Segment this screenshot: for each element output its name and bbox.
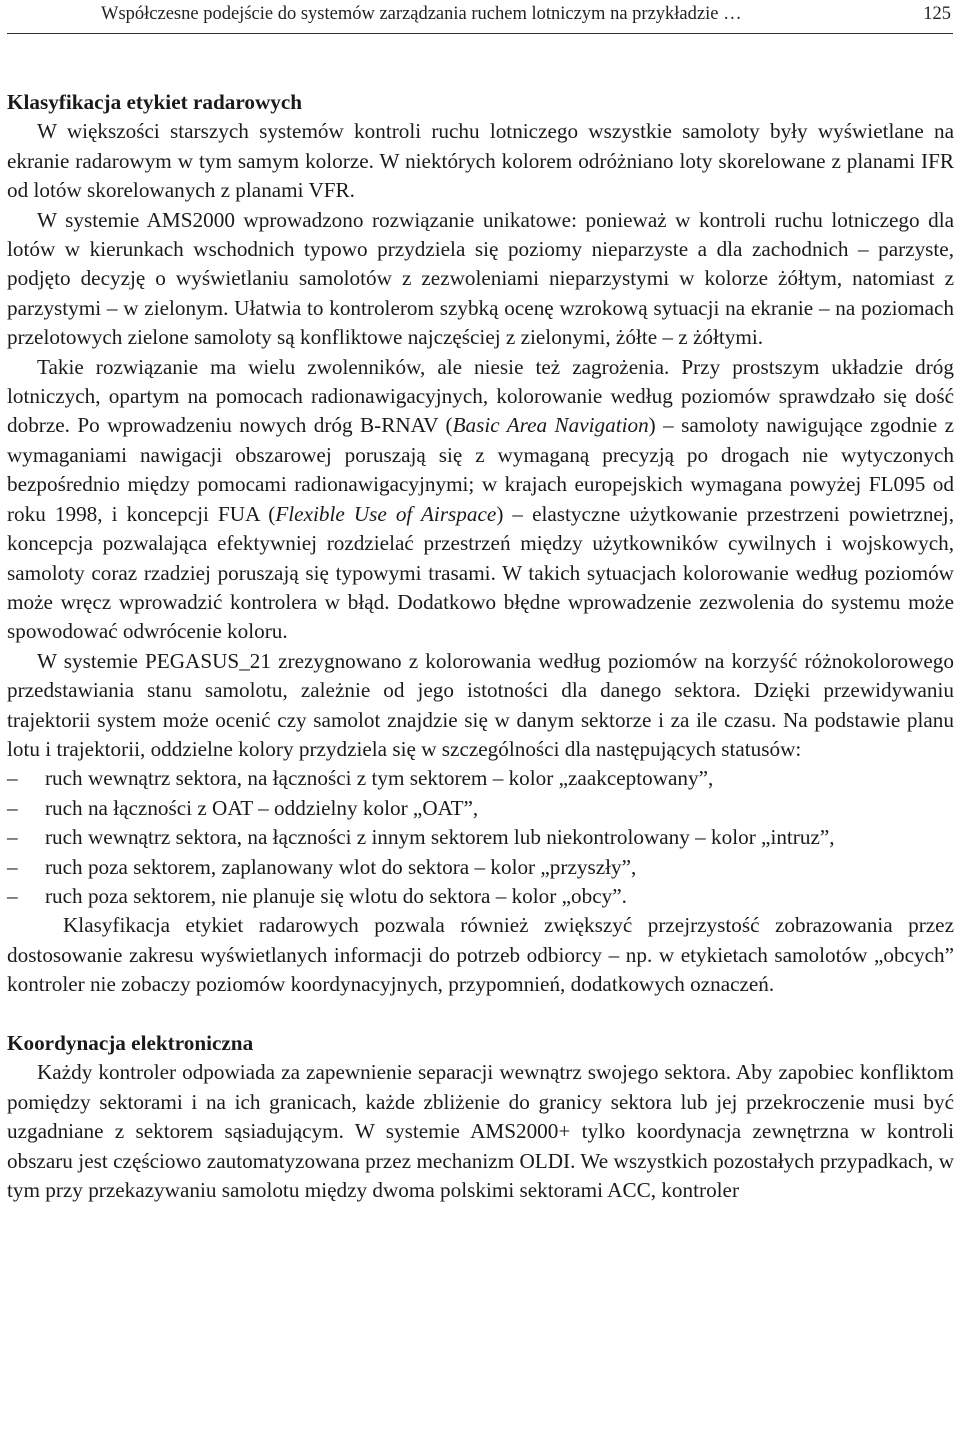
dash-bullet: – xyxy=(7,825,18,850)
page-body xyxy=(7,88,954,1205)
running-head xyxy=(7,0,953,34)
status-list xyxy=(7,764,954,911)
list-item xyxy=(7,794,954,823)
dash-bullet: – xyxy=(7,854,18,879)
list-item xyxy=(7,764,954,793)
section-spacer xyxy=(7,1000,954,1029)
paragraph: Klasyfikacja etykiet radarowych pozwala również zwiększyć przejrzystość zobrazowania przez dostosowanie zakresu wyświetlanych informacji do potrzeb odbiorcy – np. w etykietach samolotów „obcych” kontroler nie zobaczy poziomów koordynacyjnych, przypomnień, dodatkowych oznaczeń. xyxy=(7,913,954,997)
paragraph xyxy=(7,353,954,647)
list-item-text: ruch poza sektorem, zaplanowany wlot do sektora – kolor „przyszły”, xyxy=(45,854,637,879)
dash-bullet: – xyxy=(7,795,18,820)
italic-term: Basic Area Navigation xyxy=(452,413,649,438)
list-item xyxy=(7,823,954,852)
paragraph: W systemie PEGASUS_21 zrezygnowano z kolorowania według poziomów na korzyść różnokolorowego przedstawiania stanu samolotu, zależnie od jego istotności dla danego sektora. Dzięki przewidywaniu trajektorii system może ocenić czy samolot znajdzie się w danym sektorze i za ile czasu. Na podstawie planu lotu i trajektorii, oddzielne kolory przydziela się w szczególności dla następujących statusów: xyxy=(7,648,954,761)
list-item-text: ruch poza sektorem, nie planuje się wlotu do sektora – kolor „obcy”. xyxy=(45,883,627,908)
paragraph: W systemie AMS2000 wprowadzono rozwiązanie unikatowe: ponieważ w kontroli ruchu lotniczego dla lotów w kierunkach wschodnich typowo przydziela się poziomy nieparzyste a dla zachodnich – parzyste, podjęto decyzję o wyświetlaniu samolotów z zezwoleniami nieparzystymi w kolorze żółtym, natomiast z parzystymi – w zielonym. Ułatwia to kontrolerom szybką ocenę wzrokową sytuacji na ekranie – na poziomach przelotowych zielone samoloty są konfliktowe najczęściej z zielonymi, żółte – z żółtymi. xyxy=(7,207,954,350)
list-item xyxy=(7,882,954,911)
page-number: 125 xyxy=(923,4,951,24)
text-span: ) – samoloty nawigujące zgodnie z wymaganiami nawigacji obszarowej poruszają się z wymaganą precyzją po drogach nie wytyczonych bezpośrednio między pomocami radionawigacyjnymi; w krajach europejskich wymagana powyżej FL095 od roku 1998, i koncepcji FUA ( xyxy=(7,413,954,526)
running-head-title: Współczesne podejście do systemów zarządzania ruchem lotniczym na przykładzie … xyxy=(101,4,742,24)
dash-bullet: – xyxy=(7,883,18,908)
text-span: ) – elastyczne użytkowanie przestrzeni powietrznej, koncepcja pozwalająca efektywniej rozdzielać przestrzeń między użytkowników cywilnych i wojskowych, samoloty coraz rzadziej poruszają się typowymi trasami. W takich sytuacjach kolorowanie według poziomów może wręcz wprowadzić kontrolera w błąd. Dodatkowo błędne wprowadzenie zezwolenia do systemu może spowodować odwrócenie koloru. xyxy=(7,501,954,644)
dash-bullet: – xyxy=(7,766,18,791)
italic-term: Flexible Use of Airspace xyxy=(275,501,497,526)
text-span: Takie rozwiązanie ma wielu zwolenników, ale niesie też zagrożenia. Przy prostszym układzie dróg lotniczych, opartym na pomocach radionawigacyjnych, kolorowanie według poziomów sprawdzało się dość dobrze. Po wprowadzeniu nowych dróg B-RNAV ( xyxy=(7,354,954,438)
paragraph: Każdy kontroler odpowiada za zapewnienie separacji wewnątrz swojego sektora. Aby zapobiec konfliktom pomiędzy sektorami i na ich granicach, każde zbliżenie do granicy sektora lub jej przekroczenie musi być uzgadniane z sektorem sąsiadującym. W systemie AMS2000+ tylko koordynacja zewnętrzna w kontroli obszaru jest częściowo zautomatyzowana przez mechanizm OLDI. We wszystkich pozostałych przypadkach, w tym przy przekazywaniu samolotu między dwoma polskimi sektorami ACC, kontroler xyxy=(7,1060,954,1203)
list-item-text: ruch na łączności z OAT – oddzielny kolor „OAT”, xyxy=(45,795,479,820)
section-heading-klasyfikacja: Klasyfikacja etykiet radarowych xyxy=(7,90,303,114)
list-item xyxy=(7,853,954,882)
section-heading-koordynacja: Koordynacja elektroniczna xyxy=(7,1030,254,1055)
list-item-text: ruch wewnątrz sektora, na łączności z tym sektorem – kolor „zaakceptowany”, xyxy=(45,766,714,791)
paragraph: W większości starszych systemów kontroli ruchu lotniczego wszystkie samoloty były wyświetlane na ekranie radarowym w tym samym kolorze. W niektórych kolorem odróżniano loty skorelowane z planami IFR od lotów skorelowanych z planami VFR. xyxy=(7,119,954,203)
list-item-text: ruch wewnątrz sektora, na łączności z innym sektorem lub niekontrolowany – kolor „intruz”, xyxy=(45,825,835,850)
